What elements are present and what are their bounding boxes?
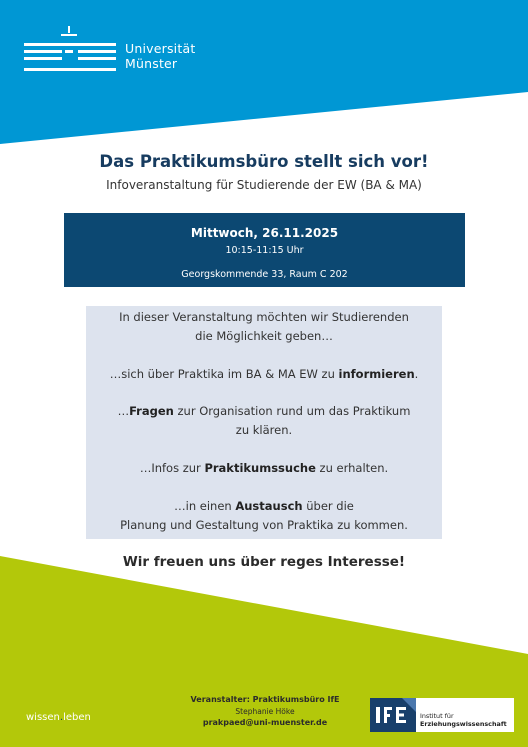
keyword-informieren: informieren xyxy=(338,367,415,381)
university-name-line1: Universität xyxy=(125,41,196,56)
intro-line-1: In dieser Veranstaltung möchten wir Studierenden xyxy=(119,310,409,324)
contact-email-link[interactable]: prakpaed@uni-muenster.de xyxy=(202,718,328,727)
ife-logo[interactable] xyxy=(370,698,514,732)
slogan: wissen.leben xyxy=(26,712,91,723)
closing-statement: Wir freuen uns über reges Interesse! xyxy=(122,554,406,570)
intro-text xyxy=(86,308,442,346)
contact-person: Stephanie Höke xyxy=(235,707,295,716)
event-time: 10:15-11:15 Uhr xyxy=(225,245,304,256)
point-inform: …sich über Praktika im BA & MA EW zu informieren. xyxy=(109,367,419,381)
point-questions: …Fragen zur Organisation rund um das Praktikum zu klären. xyxy=(117,404,411,437)
event-details-box xyxy=(64,213,465,287)
university-name-line2: Münster xyxy=(125,56,178,71)
organizer-name: Veranstalter: Praktikumsbüro IfE xyxy=(190,695,340,704)
event-location: Georgskommende 33, Raum C 202 xyxy=(181,269,348,280)
page-title: Das Praktikumsbüro stellt sich vor! xyxy=(99,152,429,171)
keyword-praktikumssuche: Praktikumssuche xyxy=(204,461,316,475)
keyword-fragen: Fragen xyxy=(129,404,174,418)
info-box xyxy=(86,306,442,539)
university-emblem-icon xyxy=(24,26,116,76)
organizer-info xyxy=(175,694,355,729)
keyword-austausch: Austausch xyxy=(235,499,303,513)
intro-line-2: die Möglichkeit geben… xyxy=(195,329,333,343)
page-subtitle: Infoveranstaltung für Studierende der EW (BA & MA) xyxy=(106,178,422,192)
point-search: …Infos zur Praktikumssuche zu erhalten. xyxy=(139,461,389,475)
ife-name: Institut für Erziehungswissenschaft xyxy=(420,712,507,728)
university-name xyxy=(125,41,195,71)
ife-emblem-icon xyxy=(370,698,416,732)
point-exchange: …in einen Austausch über die Planung und Gestaltung von Praktika zu kommen. xyxy=(120,499,408,532)
event-date: Mittwoch, 26.11.2025 xyxy=(190,226,339,240)
